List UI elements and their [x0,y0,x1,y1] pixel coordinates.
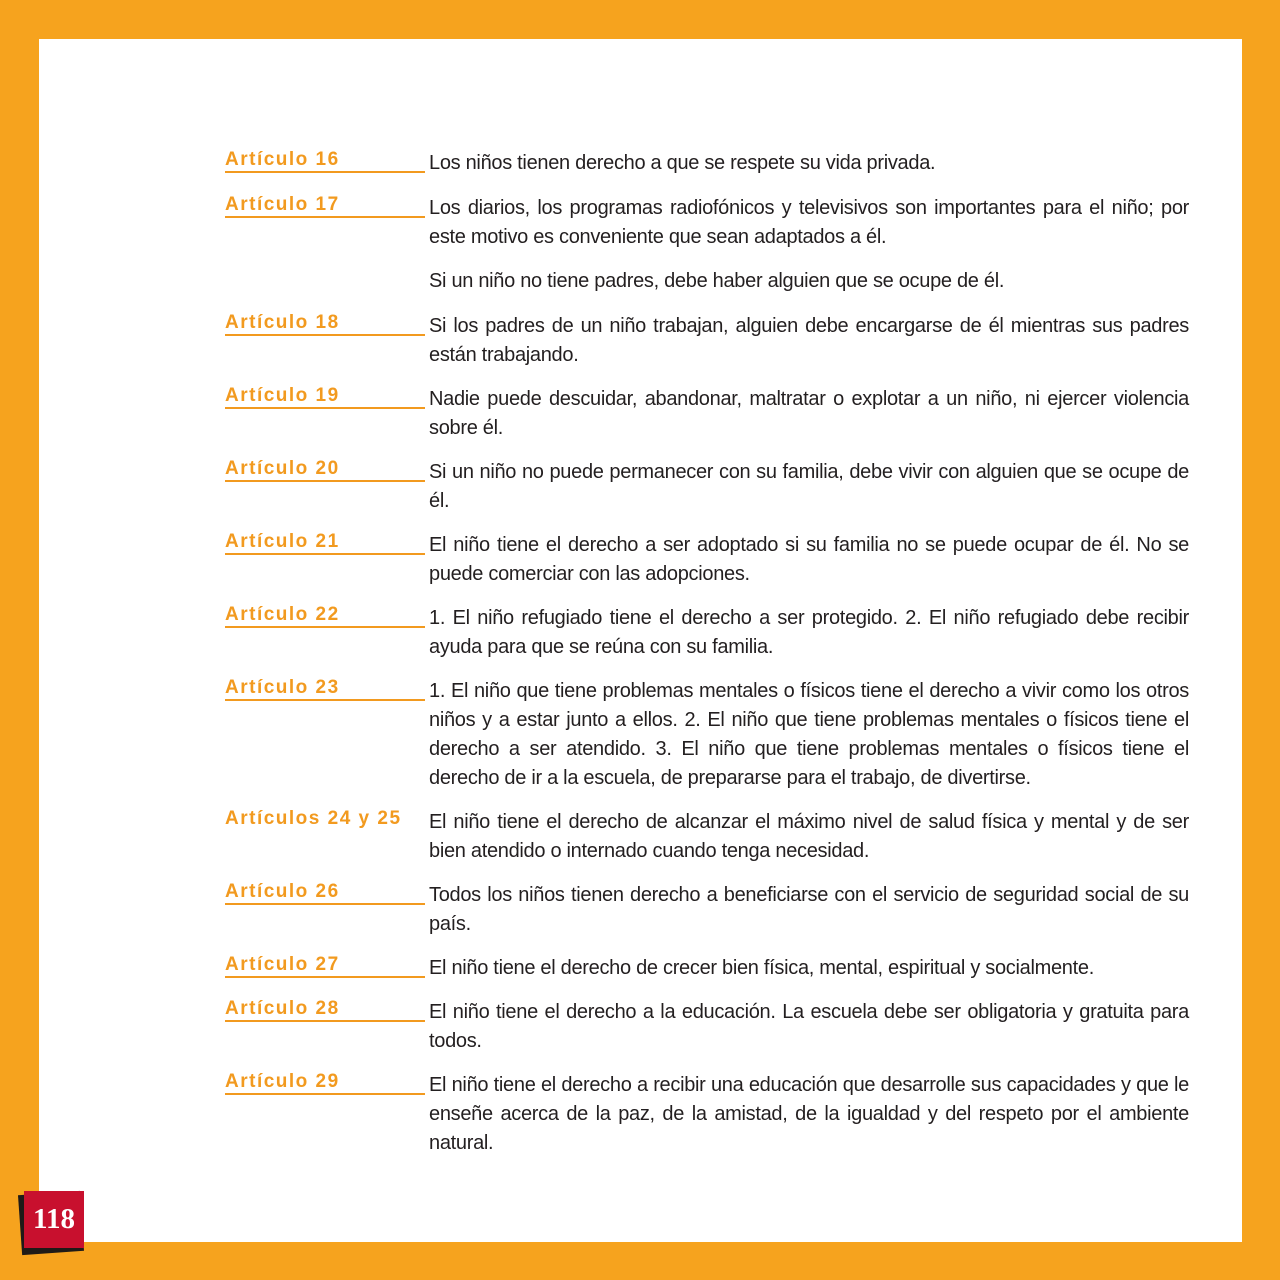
article-text: Si un niño no puede permanecer con su familia, debe vivir con alguien que se ocupe de él. [429,461,1189,512]
article-row [225,312,1189,370]
article-text: Si los padres de un niño trabajan, alguien debe encargarse de él mientras sus padres están trabajando. [429,315,1189,366]
article-label: Artículo 16 [225,149,425,173]
article-row [225,677,1189,793]
article-row [225,1071,1189,1158]
article-label: Artículo 20 [225,458,425,482]
article-row [225,531,1189,589]
article-row [225,458,1189,516]
article-text: Los diarios, los programas radiofónicos y televisivos son importantes para el niño; por este motivo es conveniente que sean adaptados a él. [429,197,1189,248]
article-row [225,194,1189,252]
page-number: 118 [24,1191,84,1248]
article-text: Nadie puede descuidar, abandonar, maltratar o explotar a un niño, ni ejercer violencia sobre él. [429,388,1189,439]
article-row [225,881,1189,939]
article-text: El niño tiene el derecho a ser adoptado si su familia no se puede ocupar de él. No se puede comerciar con las adopciones. [429,534,1189,585]
article-label: Artículo 18 [225,312,425,336]
article-label: Artículos 24 y 25 [225,808,402,829]
article-row [225,149,1189,178]
article-row [225,998,1189,1056]
article-text: 1. El niño refugiado tiene el derecho a ser protegido. 2. El niño refugiado debe recibir ayuda para que se reúna con su familia. [429,607,1189,658]
article-text: El niño tiene el derecho a recibir una educación que desarrolle sus capacidades y que le enseñe acerca de la paz, de la amistad, de la igualdad y del respeto por el ambiente natural. [429,1074,1189,1154]
article-label: Artículo 19 [225,385,425,409]
article-text: El niño tiene el derecho de alcanzar el máximo nivel de salud física y mental y de ser bien atendido o internado cuando tenga necesidad. [429,811,1189,862]
article-label: Artículo 23 [225,677,425,701]
article-label: Artículo 29 [225,1071,425,1095]
article-row [225,808,1189,866]
article-label: Artículo 21 [225,531,425,555]
article-label: Artículo 17 [225,194,425,218]
article-text: El niño tiene el derecho de crecer bien física, mental, espiritual y socialmente. [429,957,1094,979]
article-label: Artículo 27 [225,954,425,978]
article-text: 1. El niño que tiene problemas mentales o físicos tiene el derecho a vivir como los otros niños y a estar junto a ellos. 2. El niño que tiene problemas mentales o físicos tiene el derecho a ser atendido. 3. El niño que tiene problemas mentales o físicos tiene el derecho de ir a la escuela, de prepararse para el trabajo, de divertirse. [429,680,1189,789]
article-text: Si un niño no tiene padres, debe haber alguien que se ocupe de él. [429,270,1005,292]
article-label: Artículo 22 [225,604,425,628]
article-text: Todos los niños tienen derecho a beneficiarse con el servicio de seguridad social de su país. [429,884,1189,935]
article-text: El niño tiene el derecho a la educación. La escuela debe ser obligatoria y gratuita para todos. [429,1001,1189,1052]
article-text: Los niños tienen derecho a que se respete su vida privada. [429,152,936,174]
document-page [39,39,1242,1242]
article-row [225,267,1189,296]
article-list [225,149,1189,1158]
article-label: Artículo 28 [225,998,425,1022]
article-label: Artículo 26 [225,881,425,905]
article-row [225,954,1189,983]
article-row [225,604,1189,662]
article-row [225,385,1189,443]
